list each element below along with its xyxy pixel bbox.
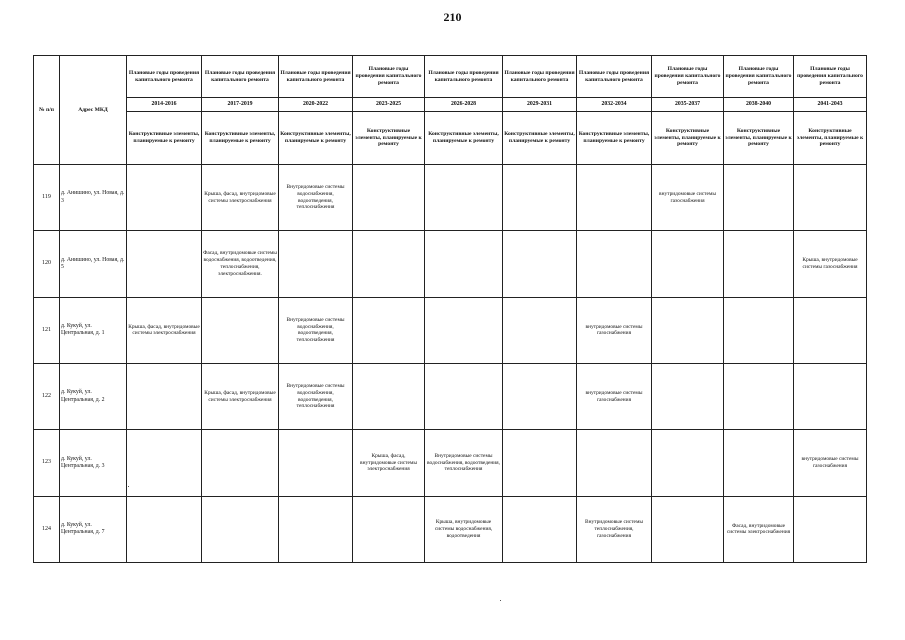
- table-cell: [724, 430, 794, 496]
- table-cell: [353, 297, 425, 363]
- table-cell: [724, 363, 794, 429]
- header-row-years: [34, 98, 867, 112]
- row-number: 123: [34, 430, 60, 496]
- column-header-number: № п/п: [34, 56, 60, 165]
- table-cell: Крыша, внутридомовые системы газоснабжения: [794, 231, 867, 297]
- year-range-header: 2023-2025: [353, 98, 425, 112]
- elements-header: Конструктивные элементы, планируемые к ремонту: [724, 112, 794, 165]
- period-header: Плановые годы проведения капитального ремонта: [794, 56, 867, 98]
- year-range-header: 2032-2034: [577, 98, 652, 112]
- period-header: Плановые годы проведения капитального ремонта: [724, 56, 794, 98]
- table-cell: [425, 231, 503, 297]
- elements-header: Конструктивные элементы, планируемые к ремонту: [353, 112, 425, 165]
- capital-repair-schedule-table: [33, 55, 867, 563]
- period-header: Плановые годы проведения капитального ремонта: [279, 56, 353, 98]
- table-cell: [202, 496, 279, 562]
- table-cell: [202, 297, 279, 363]
- table-cell: [503, 231, 577, 297]
- year-range-header: 2035-2037: [652, 98, 724, 112]
- table-cell: [794, 496, 867, 562]
- table-cell: [652, 297, 724, 363]
- table-cell: Фасад, внутридомовые системы электроснабжения: [724, 496, 794, 562]
- table-cell: Внутридомовые системы теплоснабжения, газоснабжения: [577, 496, 652, 562]
- row-number: 119: [34, 165, 60, 231]
- table-cell: Внутридомовые системы водоснабжения, водоотведения, теплоснабжения: [425, 430, 503, 496]
- header-row-elements: [34, 112, 867, 165]
- period-header: Плановые годы проведения капитального ремонта: [652, 56, 724, 98]
- year-range-header: 2017-2019: [202, 98, 279, 112]
- table-cell: Внутридомовые системы водоснабжения, водоотведения, теплоснабжения: [279, 297, 353, 363]
- elements-header: Конструктивные элементы, планируемые к ремонту: [652, 112, 724, 165]
- table-row: [34, 496, 867, 562]
- table-cell: [279, 430, 353, 496]
- table-cell: [577, 231, 652, 297]
- row-address: д. Анишино, ул. Новая, д. 3: [60, 165, 127, 231]
- table-cell: [577, 430, 652, 496]
- table-cell: [503, 430, 577, 496]
- table-cell: [724, 165, 794, 231]
- period-header: Плановые годы проведения капитального ремонта: [353, 56, 425, 98]
- table-cell: [794, 297, 867, 363]
- table-cell: [503, 297, 577, 363]
- table-cell: Внутридомовые системы водоснабжения, водоотведения, теплоснабжения: [279, 363, 353, 429]
- period-header: Плановые годы проведения капитального ремонта: [202, 56, 279, 98]
- table-cell: внутридомовые системы газоснабжения: [577, 297, 652, 363]
- table-cell: [353, 363, 425, 429]
- table-cell: [353, 231, 425, 297]
- table-cell: [127, 231, 202, 297]
- elements-header: Конструктивные элементы, планируемые к ремонту: [202, 112, 279, 165]
- table-cell: [279, 231, 353, 297]
- table-cell: Внутридомовые системы водоснабжения, водоотведения, теплоснабжения: [279, 165, 353, 231]
- table-cell: [652, 231, 724, 297]
- table-cell: [425, 363, 503, 429]
- table-cell: [503, 363, 577, 429]
- header-row-titles: [34, 56, 867, 98]
- table-cell: Крыша, фасад, внутридомовые системы электроснабжения: [353, 430, 425, 496]
- period-header: Плановые годы проведения капитального ремонта: [425, 56, 503, 98]
- period-header: Плановые годы проведения капитального ремонта: [503, 56, 577, 98]
- table-cell: Крыша, внутридомовые системы водоснабжения, водоотведения: [425, 496, 503, 562]
- table-cell: [652, 496, 724, 562]
- row-number: 122: [34, 363, 60, 429]
- table-cell: [127, 363, 202, 429]
- row-number: 120: [34, 231, 60, 297]
- table-cell: [652, 430, 724, 496]
- table-cell: [127, 496, 202, 562]
- year-range-header: 2026-2028: [425, 98, 503, 112]
- table-cell: [724, 297, 794, 363]
- scan-speck: [128, 486, 129, 487]
- year-range-header: 2041-2043: [794, 98, 867, 112]
- table-cell: [425, 165, 503, 231]
- table-row: [34, 165, 867, 231]
- elements-header: Конструктивные элементы, планируемые к ремонту: [127, 112, 202, 165]
- table-cell: [503, 496, 577, 562]
- table-cell: внутридомовые системы газоснабжения: [794, 430, 867, 496]
- table-cell: Фасад, внутридомовые системы водоснабжения, водоотведения, теплоснабжения, электроснабжения.: [202, 231, 279, 297]
- table-cell: [279, 496, 353, 562]
- row-address: д. Кукуй, ул. Центральная, д. 2: [60, 363, 127, 429]
- elements-header: Конструктивные элементы, планируемые к ремонту: [425, 112, 503, 165]
- table-cell: [794, 363, 867, 429]
- table-cell: [794, 165, 867, 231]
- elements-header: Конструктивные элементы, планируемые к ремонту: [577, 112, 652, 165]
- elements-header: Конструктивные элементы, планируемые к ремонту: [503, 112, 577, 165]
- table-row: [34, 430, 867, 496]
- table-cell: внутридомовые системы газоснабжения: [577, 363, 652, 429]
- table-cell: [127, 165, 202, 231]
- column-header-address: Адрес МКД: [60, 56, 127, 165]
- table-cell: Крыша, фасад, внутридомовые системы электроснабжения: [202, 363, 279, 429]
- table-row: [34, 231, 867, 297]
- table-cell: [425, 297, 503, 363]
- scan-speck: [500, 600, 501, 601]
- table-cell: [577, 165, 652, 231]
- page-number: 210: [443, 10, 462, 24]
- row-address: д. Анишино, ул. Новая, д. 5: [60, 231, 127, 297]
- table-cell: Крыша, фасад, внутридомовые системы электроснабжения: [202, 165, 279, 231]
- table-cell: [652, 363, 724, 429]
- row-address: д. Кукуй, ул. Центральная, д. 7: [60, 496, 127, 562]
- table-cell: [724, 231, 794, 297]
- table-cell: [353, 496, 425, 562]
- table-row: [34, 297, 867, 363]
- table-cell: внутридомовые системы газоснабжения: [652, 165, 724, 231]
- year-range-header: 2014-2016: [127, 98, 202, 112]
- year-range-header: 2020-2022: [279, 98, 353, 112]
- period-header: Плановые годы проведения капитального ремонта: [127, 56, 202, 98]
- elements-header: Конструктивные элементы, планируемые к ремонту: [279, 112, 353, 165]
- table-cell: Крыша, фасад, внутридомовые системы электроснабжения: [127, 297, 202, 363]
- row-number: 121: [34, 297, 60, 363]
- table-cell: [353, 165, 425, 231]
- table-cell: [127, 430, 202, 496]
- year-range-header: 2029-2031: [503, 98, 577, 112]
- elements-header: Конструктивные элементы, планируемые к ремонту: [794, 112, 867, 165]
- year-range-header: 2038-2040: [724, 98, 794, 112]
- table-cell: [202, 430, 279, 496]
- row-address: д. Кукуй, ул. Центральная, д. 3: [60, 430, 127, 496]
- table-row: [34, 363, 867, 429]
- row-number: 124: [34, 496, 60, 562]
- table-cell: [503, 165, 577, 231]
- row-address: д. Кукуй, ул. Центральная, д. 1: [60, 297, 127, 363]
- period-header: Плановые годы проведения капитального ремонта: [577, 56, 652, 98]
